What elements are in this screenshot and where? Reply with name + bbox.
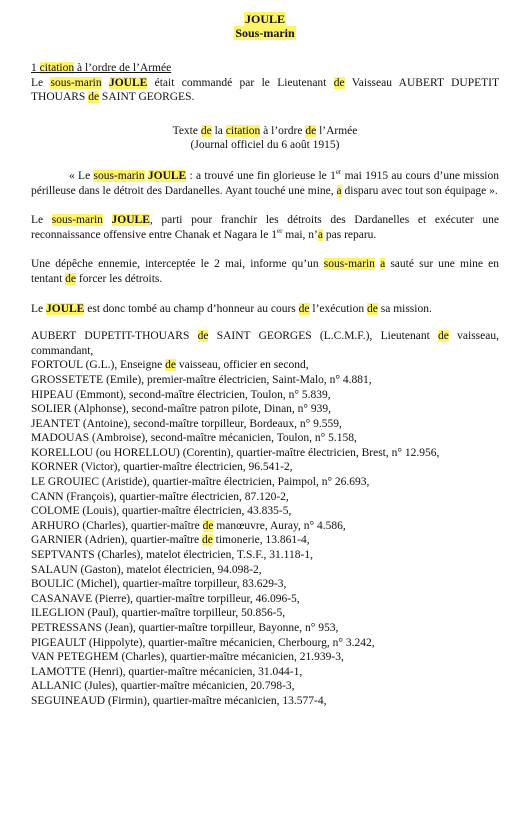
crew-member <box>31 373 499 388</box>
crew-text: GROSSETETE (Emile), premier-maître électricien, Saint-Malo, n° 4.881, <box>31 373 372 386</box>
keyword-highlight: de <box>202 519 214 532</box>
citation-text-heading <box>31 124 499 153</box>
citation-word: citation <box>39 62 75 74</box>
crew-member <box>31 592 499 607</box>
keyword-highlight: de <box>165 359 176 372</box>
crew-member <box>31 636 499 651</box>
crew-member <box>31 577 499 592</box>
crew-text: SALAUN (Gaston), matelot électricien, 94.098-2, <box>31 563 262 576</box>
title-text: JOULE <box>244 12 285 26</box>
citation-link[interactable] <box>31 62 171 74</box>
crew-member <box>31 490 499 505</box>
crew-member <box>31 533 499 548</box>
keyword-highlight: de <box>438 330 449 343</box>
keyword-highlight: de <box>88 91 100 104</box>
keyword-highlight: de <box>197 330 209 343</box>
paragraph-departure: Le sous-marin JOULE, parti pour franchir les détroits des Dardanelles et exécuter une reconnaissance offensive entre Chanak et Nagara le 1er mai, n’a pas reparu. <box>31 214 499 241</box>
crew-text: CASANAVE (Pierre), quartier-maître torpilleur, 46.096-5, <box>31 592 300 605</box>
keyword-highlight: de <box>333 76 345 89</box>
crew-text: CANN (François), quartier-maître électricien, 87.120-2, <box>31 490 289 503</box>
crew-member <box>31 417 499 432</box>
document-title <box>31 12 499 26</box>
crew-text: JEANTET (Antoine), second-maître torpilleur, Bordeaux, n° 9.559, <box>31 417 342 430</box>
crew-member <box>31 446 499 461</box>
crew-text: PETRESSANS (Jean), quartier-maître torpilleur, Bayonne, n° 953, <box>31 622 339 634</box>
crew-text: FORTOUL (G.L.), Enseigne <box>31 359 166 372</box>
crew-list <box>31 329 499 708</box>
crew-text: MADOUAS (Ambroise), second-maître mécanicien, Toulon, n° 5.158, <box>31 432 357 445</box>
crew-member <box>31 460 499 475</box>
crew-text: SEPTVANTS (Charles), matelot électricien, T.S.F., 31.118-1, <box>31 549 313 562</box>
crew-text: timonerie, 13.861-4, <box>212 534 310 547</box>
crew-member <box>31 388 499 403</box>
keyword-highlight: sous-marin <box>50 76 102 89</box>
crew-member <box>31 358 499 373</box>
crew-text: KORNER (Victor), quartier-maître électricien, 96.541-2, <box>31 461 293 474</box>
intro-paragraph: Le sous-marin JOULE était commandé par le Lieutenant de Vaisseau AUBERT DUPETIT THOUARS de SAINT GEORGES. <box>31 76 500 104</box>
crew-text: LE GROUIEC (Aristide), quartier-maître électricien, Paimpol, n° 26.693, <box>31 476 370 489</box>
crew-text: ARHURO (Charles), quartier-maître <box>31 519 203 532</box>
crew-text: BOULIC (Michel), quartier-maître torpilleur, 83.629-3, <box>31 578 287 591</box>
crew-text: SAINT GEORGES (L.C.M.F.), Lieutenant <box>208 330 439 343</box>
keyword-highlight: JOULE <box>108 76 148 89</box>
crew-text: PIGEAULT (Hippolyte), quartier-maître mécanicien, Cherbourg, n° 3.242, <box>31 636 375 649</box>
crew-member <box>31 519 499 534</box>
paragraph-dispatch: Une dépêche ennemie, interceptée le 2 mai, informe qu’un sous-marin a sauté sur une mine en tentant de forcer les détroits. <box>31 258 500 285</box>
citation-text-title: Texte de la citation à l’ordre de l’Armée <box>172 124 358 137</box>
paragraph-honour: Le JOULE est donc tombé au champ d’honneur au cours de l’exécution de sa mission. <box>31 302 432 315</box>
crew-member <box>31 621 499 636</box>
crew-text: VAN PETEGHEM (Charles), quartier-maître mécanicien, 21.939-3, <box>31 651 344 664</box>
keyword-highlight: de <box>201 534 213 547</box>
crew-member <box>31 563 499 578</box>
citation-heading <box>31 61 499 76</box>
title-block <box>31 0 499 40</box>
crew-text: AUBERT DUPETIT-THOUARS <box>31 330 198 343</box>
crew-text: LAMOTTE (Henri), quartier-maître mécanicien, 31.044-1, <box>31 665 303 678</box>
crew-member <box>31 665 499 680</box>
crew-text: vaisseau, commandant, <box>31 330 499 357</box>
crew-member <box>31 548 499 563</box>
citation-rest: à l’ordre de l’Armée <box>77 62 172 74</box>
crew-member <box>31 679 499 694</box>
crew-text: SEGUINEAUD (Firmin), quartier-maître mécanicien, 13.577-4, <box>31 694 327 707</box>
citation-count: 1 <box>31 62 37 74</box>
crew-member <box>31 402 499 417</box>
crew-member <box>31 694 499 709</box>
document-subtitle <box>31 26 499 40</box>
subtitle-text: Sous-marin <box>235 26 295 40</box>
crew-text: vaisseau, officier en second, <box>175 359 309 372</box>
crew-member <box>31 475 499 490</box>
crew-text: HIPEAU (Emmont), second-maître électricien, Toulon, n° 5.839, <box>31 388 331 401</box>
crew-member <box>31 606 499 621</box>
crew-member <box>31 504 499 519</box>
crew-member <box>31 431 499 446</box>
journal-reference: (Journal officiel du 6 août 1915) <box>190 139 340 152</box>
citation-quote: « Le sous-marin JOULE : a trouvé une fin glorieuse le 1er mai 1915 au cours d’une mission périlleuse dans le détroit des Dardanelles. Ayant touché une mine, a disparu avec tout son équipage ». <box>31 168 500 197</box>
crew-text: ILEGLION (Paul), quartier-maître torpilleur, 50.856-5, <box>31 607 286 620</box>
crew-text: GARNIER (Adrien), quartier-maître <box>31 534 202 547</box>
crew-text: ALLANIC (Jules), quartier-maître mécanicien, 20.798-3, <box>31 680 295 693</box>
crew-member <box>31 329 499 358</box>
crew-text: COLOME (Louis), quartier-maître électricien, 43.835-5, <box>31 505 292 518</box>
crew-text: KORELLOU (ou HORELLOU) (Corentin), quartier-maître électricien, Brest, n° 12.956, <box>31 446 440 459</box>
crew-text: SOLIER (Alphonse), second-maître patron pilote, Dinan, n° 939, <box>31 403 332 416</box>
crew-member <box>31 650 499 665</box>
crew-text: manœuvre, Auray, n° 4.586, <box>213 519 346 532</box>
